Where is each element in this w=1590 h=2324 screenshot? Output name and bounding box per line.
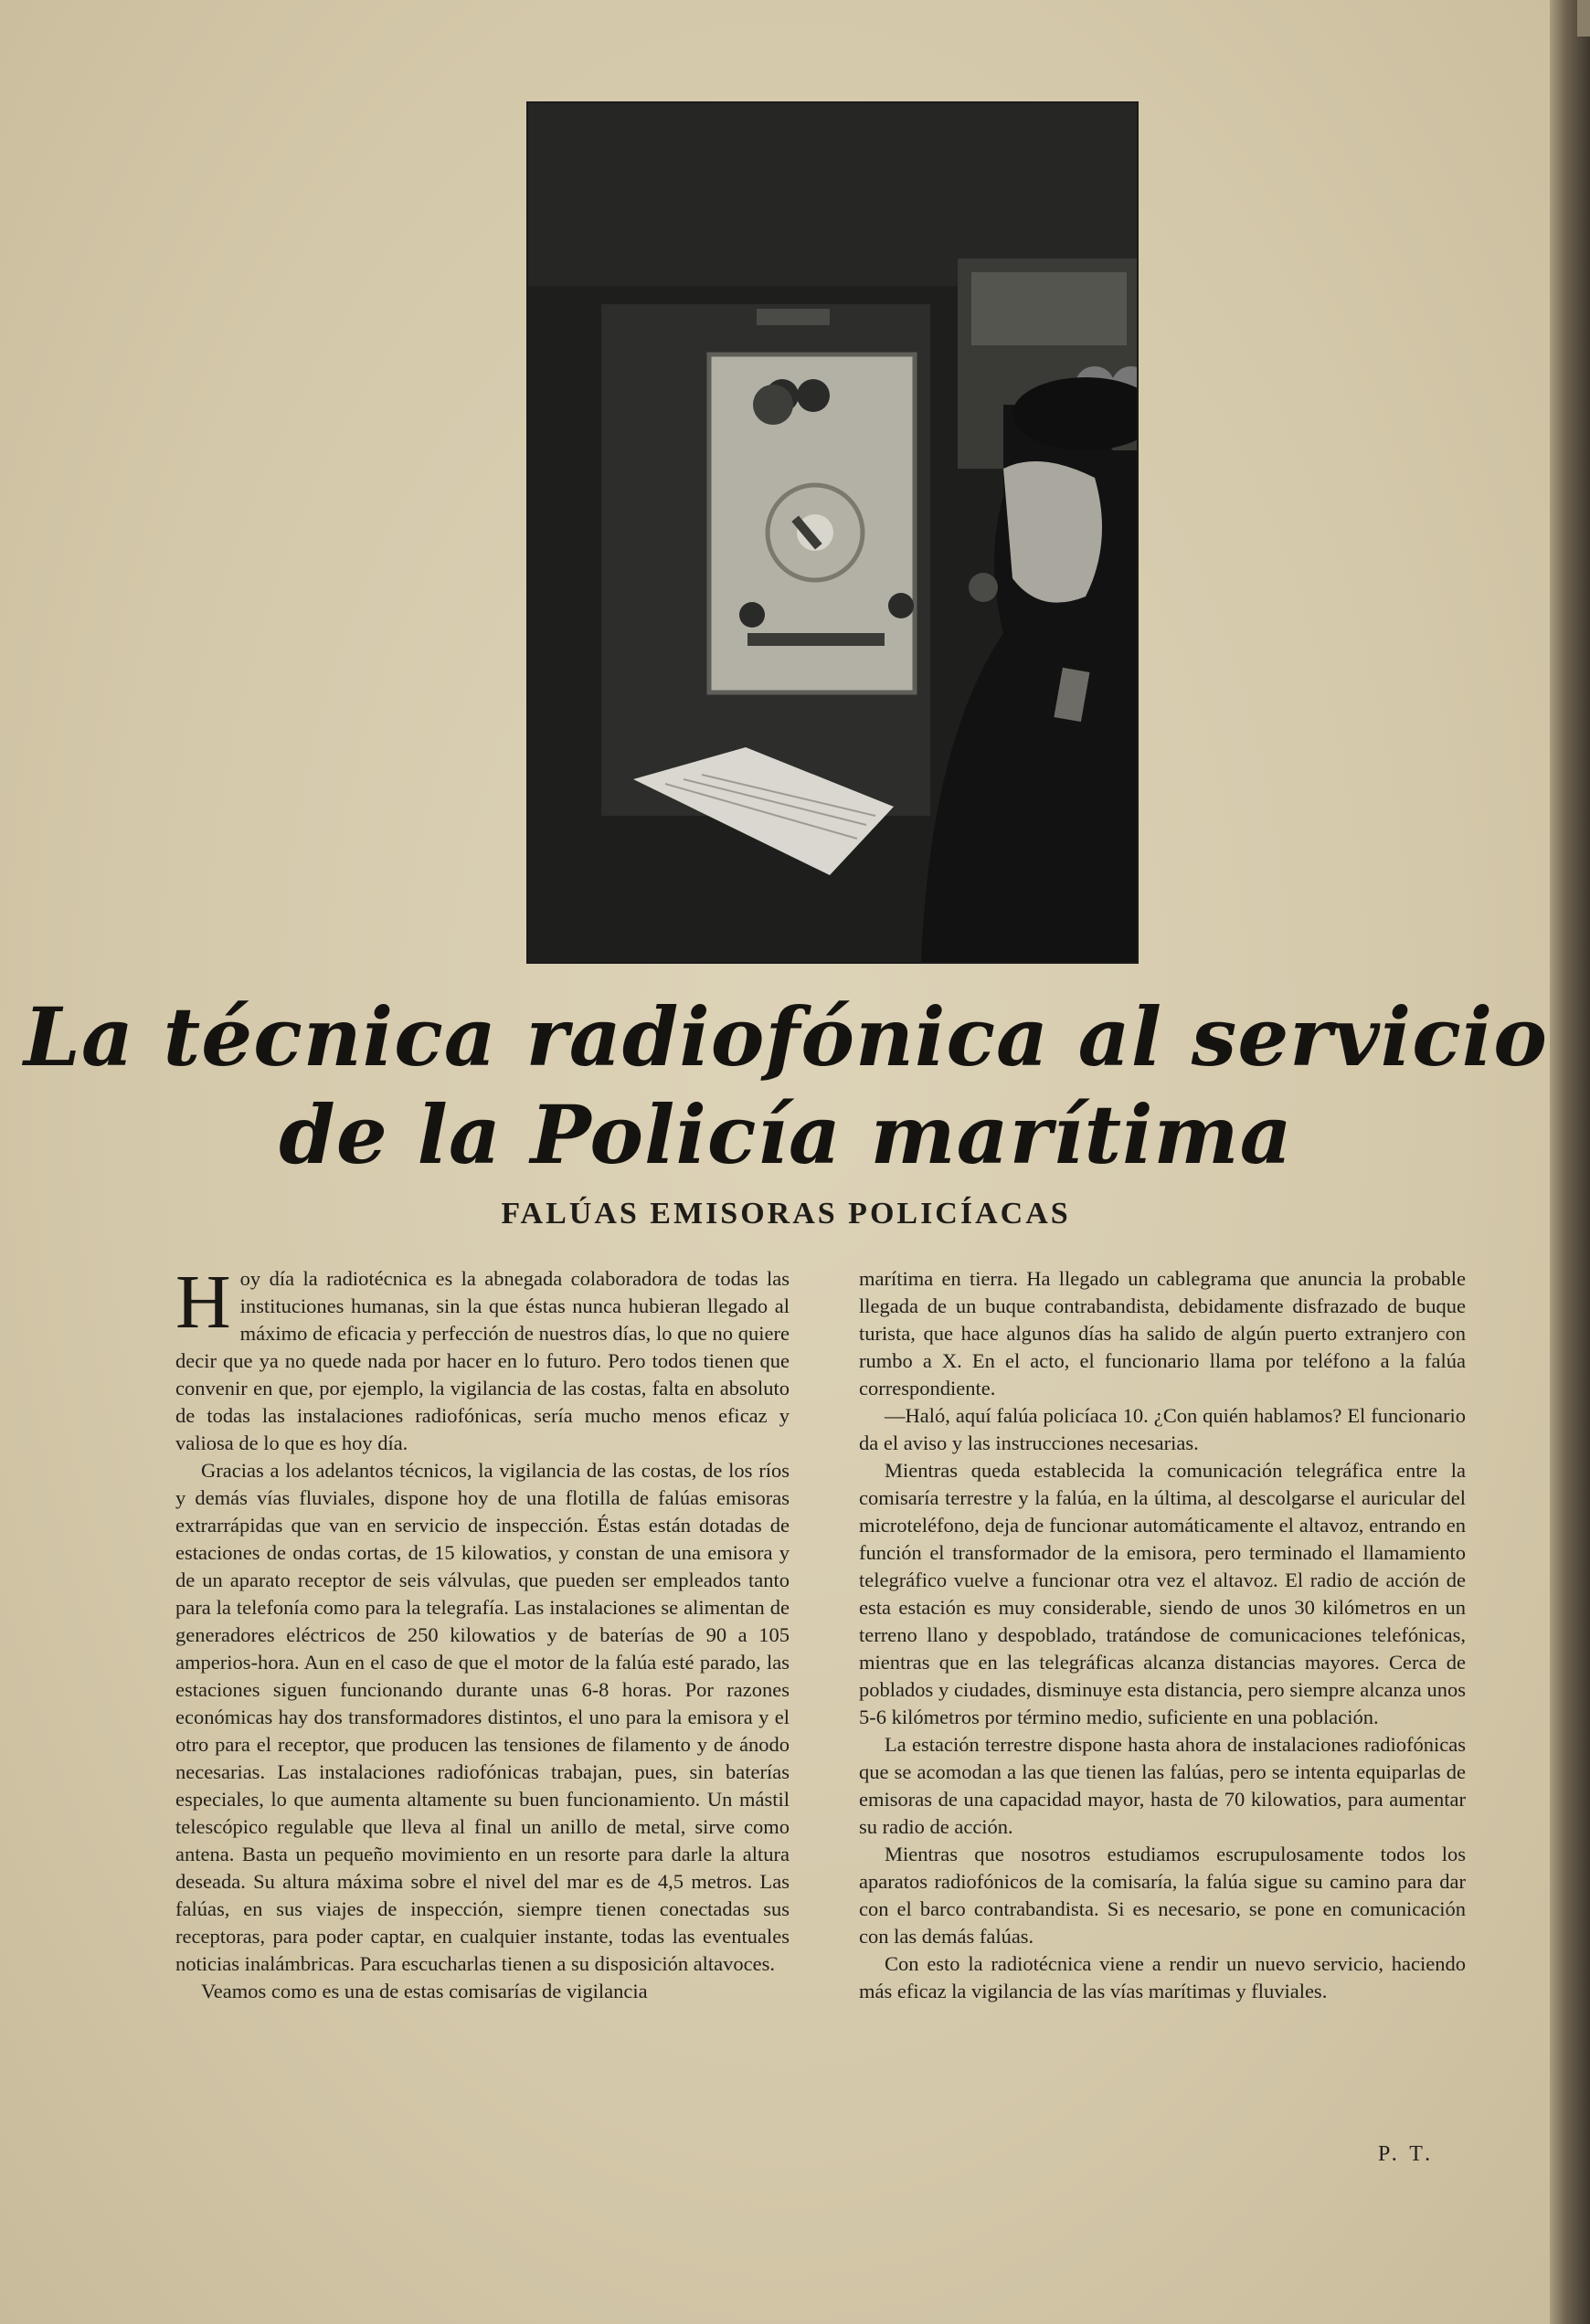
drop-cap: H <box>175 1260 231 1345</box>
author-initials: P. T. <box>1378 2142 1435 2166</box>
radio-operator-illustration <box>528 103 1137 962</box>
paragraph-right-5: Mientras que nosotros estudiamos escrupulosamente todos los aparatos radiofónicos de la comisaría, la falúa sigue su camino para dar con el barco contrabandista. Si es necesario, se pone en comunicación con las demás falúas. <box>859 1843 1466 1948</box>
paragraph-text: oy día la radiotécnica es la abnegada colaboradora de todas las instituciones humanas, sin la que éstas nunca hubieran llegado al máximo de eficacia y perfección de nuestros días, lo que no quiere decir que ya no quede nada por hacer en lo futuro. Pero todos tienen que convenir en que, por ejemplo, la vigilancia de las costas, falta en absoluto de todas las instalaciones radiofónicas, sería mucho menos eficaz y valiosa de lo que es hoy día. <box>175 1267 790 1454</box>
article-subtitle: FALÚAS EMISORAS POLICÍACAS <box>501 1197 1071 1231</box>
article-column-left <box>175 1260 790 2005</box>
page-corner <box>1577 0 1590 37</box>
page-binding-edge <box>1550 0 1590 2324</box>
paragraph-left-1 <box>175 1260 790 1457</box>
paragraph-right-1: marítima en tierra. Ha llegado un cablegrama que anuncia la probable llegada de un buque contrabandista, debidamente disfrazado de buque turista, que hace algunos días ha salido de algún puerto extranjero con rumbo a X. En el acto, el funcionario llama por teléfono a la falúa correspondiente. <box>859 1267 1466 1400</box>
article-title-line-1: La técnica radiofónica al servicio <box>24 989 1548 1084</box>
paragraph-right-2: —Haló, aquí falúa policíaca 10. ¿Con quién hablamos? El funcionario da el aviso y las instrucciones necesarias. <box>859 1404 1466 1454</box>
radio-station-photo <box>528 103 1137 962</box>
article-column-right <box>859 1265 1466 2005</box>
paragraph-right-4: La estación terrestre dispone hasta ahora de instalaciones radiofónicas que se acomodan a las que tienen las falúas, pero se intenta equiparlas de emisoras de una capacidad mayor, hasta de 70 kilowatios, para aumentar su radio de acción. <box>859 1733 1466 1838</box>
paragraph-left-3: Veamos como es una de estas comisarías de vigilancia <box>201 1980 648 2002</box>
paragraph-right-3: Mientras queda establecida la comunicación telegráfica entre la comisaría terrestre y la falúa, en la última, al descolgarse el auricular del microteléfono, deja de funcionar automáticamente el altavoz, entrando en función el transformador de la emisora, pero terminado el llamamiento telegráfico vuelve a funcionar otra vez el altavoz. El radio de acción de esta estación es muy considerable, siendo de unos 30 kilómetros en un terreno llano y despoblado, tratándose de comunicaciones telefónicas, mientras que en las telegráficas alcanza distancias mayores. Cerca de poblados y ciudades, disminuye esta distancia, pero siempre alcanza unos 5-6 kilómetros por término medio, suficiente en una población. <box>859 1459 1466 1728</box>
paragraph-left-2: Gracias a los adelantos técnicos, la vigilancia de las costas, de los ríos y demás vías fluviales, dispone hoy de una flotilla de falúas emisoras extrarrápidas que van en servicio de inspección. Éstas están dotadas de estaciones de ondas cortas, de 15 kilowatios, y constan de una emisora y de un aparato receptor de seis válvulas, que pueden ser empleados tanto para la telefonía como para la telegrafía. Las instalaciones se alimentan de generadores eléctricos de 250 kilowatios y de baterías de 90 a 105 amperios-hora. Aun en el caso de que el motor de la falúa esté parado, las estaciones siguen funcionando durante unas 6-8 horas. Por razones económicas hay dos transformadores distintos, el uno para la emisora y el otro para el receptor, que producen las tensiones de filamento y de ánodo necesarias. Las instalaciones radiofónicas trabajan, pues, sin baterías especiales, lo que aumenta altamente su buen funcionamiento. Un mástil telescópico regulable que lleva al final un anillo de metal, sirve como antena. Basta un pequeño movimiento en un resorte para darle la altura deseada. Su altura máxima sobre el nivel del mar es de 4,5 metros. Las falúas, en sus viajes de inspección, siempre tienen conectadas sus receptoras, para poder captar, en cualquier instante, todas las eventuales noticias inalámbricas. Para escucharlas tienen a su disposición altavoces. <box>175 1459 790 1975</box>
article-title-line-2: de la Policía marítima <box>279 1087 1293 1182</box>
paragraph-right-6: Con esto la radiotécnica viene a rendir un nuevo servicio, haciendo más eficaz la vigilancia de las vías marítimas y fluviales. <box>859 1952 1466 2002</box>
